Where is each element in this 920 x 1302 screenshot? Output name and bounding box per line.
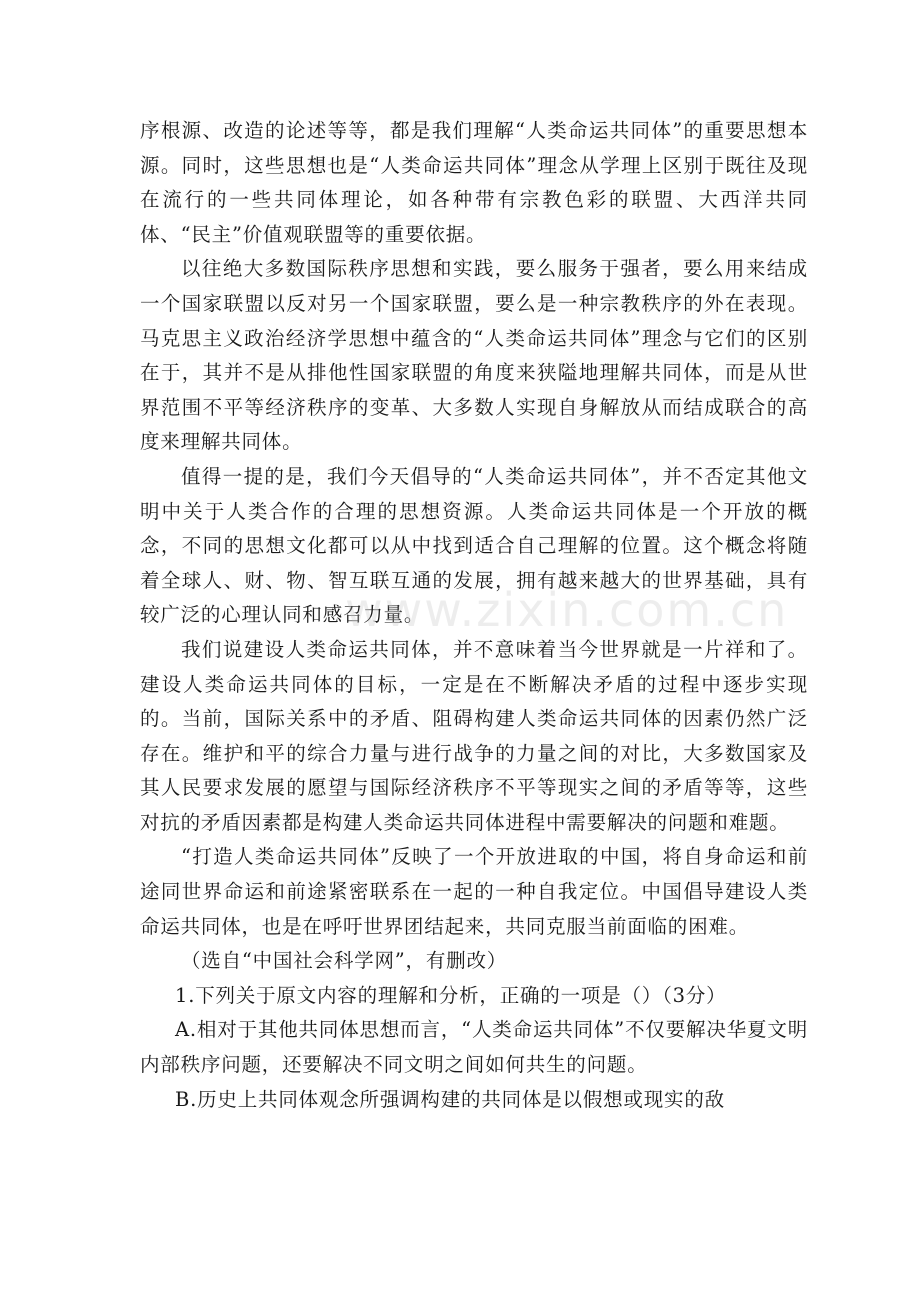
option-a: A.相对于其他共同体思想而言，“人类命运共同体”不仅要解决华夏文明内部秩序问题，还要解决不同文明之间如何共生的问题。 <box>140 1018 808 1077</box>
paragraph-3: 值得一提的是，我们今天倡导的“人类命运共同体”，并不否定其他文明中关于人类合作的合理的思想资源。人类命运共同体是一个开放的概念，不同的思想文化都可以从中找到适合自己理解的位置。这个概念将随着全球人、财、物、智互联互通的发展，拥有越来越大的世界基础，具有较广泛的心理认同和感召力量。 <box>140 464 808 627</box>
paragraph-4: 我们说建设人类命运共同体，并不意味着当今世界就是一片祥和了。建设人类命运共同体的目标，一定是在不断解决矛盾的过程中逐步实现的。当前，国际关系中的矛盾、阻碍构建人类命运共同体的因素仍然广泛存在。维护和平的综合力量与进行战争的力量之间的对比，大多数国家及其人民要求发展的愿望与国际经济秩序不平等现实之间的矛盾等等，这些对抗的矛盾因素都是构建人类命运共同体进程中需要解决的问题和难题。 <box>140 637 808 834</box>
question-1: 1.下列关于原文内容的理解和分析，正确的一项是（）（3分） <box>175 983 727 1007</box>
watermark: www.zixin.com.cn <box>345 583 789 637</box>
paragraph-2: 以往绝大多数国际秩序思想和实践，要么服务于强者，要么用来结成一个国家联盟以反对另一个国家联盟，要么是一种宗教秩序的外在表现。马克思主义政治经济学思想中蕴含的“人类命运共同体”理念与它们的区别在于，其并不是从排他性国家联盟的角度来狭隘地理解共同体，而是从世界范围不平等经济秩序的变革、大多数人实现自身解放从而结成联合的高度来理解共同体。 <box>140 257 808 454</box>
paragraph-1: 序根源、改造的论述等等，都是我们理解“人类命运共同体”的重要思想本源。同时，这些思想也是“人类命运共同体”理念从学理上区别于既往及现在流行的一些共同体理论，如各种带有宗教色彩的联盟、大西洋共同体、“民主”价值观联盟等的重要依据。 <box>140 119 808 246</box>
article-body <box>140 114 808 1117</box>
option-b: B.历史上共同体观念所强调构建的共同体是以假想或现实的敌 <box>175 1087 725 1111</box>
source-note: （选自“中国社会科学网”，有删改） <box>181 949 508 973</box>
paragraph-5: “打造人类命运共同体”反映了一个开放进取的中国，将自身命运和前途同世界命运和前途紧密联系在一起的一种自我定位。中国倡导建设人类命运共同体，也是在呼吁世界团结起来，共同克服当前面临的困难。 <box>140 845 808 938</box>
